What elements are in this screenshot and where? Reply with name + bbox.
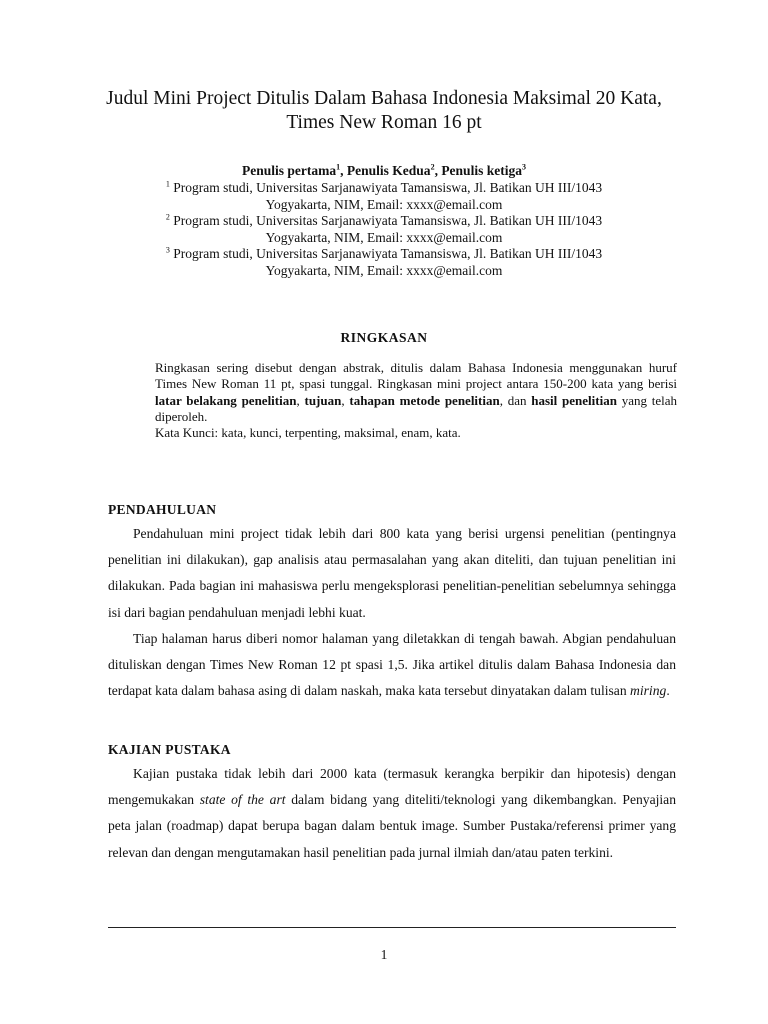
abstract-text-3: , bbox=[341, 392, 350, 408]
title-line-1: Judul Mini Project Ditulis Dalam Bahasa Indonesia Maksimal 20 Kata, bbox=[106, 88, 662, 109]
kajian-paragraph-1 bbox=[108, 761, 676, 866]
author-3: Penulis ketiga bbox=[441, 163, 522, 178]
abstract-text-4: , dan bbox=[499, 392, 532, 408]
abstract-text-1: Ringkasan sering disebut dengan abstrak, ditulis dalam Bahasa Indonesia menggunakan huruf Times New Roman 11 pt, spasi tunggal. Ringkasan mini project antara 150-200 kata yang berisi bbox=[155, 360, 677, 392]
abstract-heading: RINGKASAN bbox=[340, 330, 428, 345]
author-list bbox=[90, 162, 678, 180]
abstract-bold-4: hasil penelitian bbox=[531, 392, 617, 408]
affiliation-list bbox=[90, 180, 678, 279]
affiliation-2-line-2: Yogyakarta, NIM, Email: xxxx@email.com bbox=[265, 229, 503, 245]
affiliation-2 bbox=[90, 213, 678, 230]
kajian-p1-italic: state of the art bbox=[199, 792, 286, 808]
abstract-text-5: yang telah diperoleh. bbox=[155, 392, 677, 424]
section-heading-kajian-pustaka: KAJIAN PUSTAKA bbox=[108, 742, 231, 757]
pendahuluan-p2-text: Tiap halaman harus diberi nomor halaman yang diletakkan di tengah bawah. Abgian pendahuluan dituliskan dengan Times New Roman 12 pt spasi 1,5. Jika artikel ditulis dalam Bahasa Indonesia dan terdapat kata dalam bahasa asing di dalam naskah, maka kata tersebut dinyatakan dalam tulisan bbox=[108, 630, 676, 699]
affiliation-1 bbox=[90, 180, 678, 197]
kajian-p1-text: Kajian pustaka tidak lebih dari 2000 kata (termasuk kerangka berpikir dan hipotesis) dengan mengemukakan bbox=[108, 766, 676, 808]
abstract-text-2: , bbox=[296, 392, 305, 408]
affiliation-2-sup: 2 bbox=[165, 212, 170, 222]
title-line-2: Times New Roman 16 pt bbox=[286, 112, 482, 133]
affiliation-1-line-2: Yogyakarta, NIM, Email: xxxx@email.com bbox=[265, 196, 503, 212]
pendahuluan-p2-end: . bbox=[666, 683, 670, 699]
abstract-paragraph bbox=[155, 360, 677, 425]
affiliation-2-line-1: Program studi, Universitas Sarjanawiyata Tamansiswa, Jl. Batikan UH III/1043 bbox=[169, 213, 603, 228]
affiliation-1-line-1: Program studi, Universitas Sarjanawiyata Tamansiswa, Jl. Batikan UH III/1043 bbox=[169, 180, 603, 195]
abstract-body bbox=[155, 360, 677, 441]
affiliation-3 bbox=[90, 246, 678, 263]
author-2-sup: 2 bbox=[430, 162, 435, 172]
kajian-p1-end: dalam bidang yang diteliti/teknologi yang dikembangkan. Penyajian peta jalan (roadmap) dapat berupa bagan dalam bentuk image. Sumber Pustaka/referensi primer yang relevan dan dengan mengutamakan hasil penelitian pada jurnal ilmiah dan/atau paten terkini. bbox=[108, 792, 676, 860]
pendahuluan-paragraph-2 bbox=[108, 626, 676, 705]
paper-title bbox=[90, 87, 678, 135]
affiliation-1-sup: 1 bbox=[165, 179, 170, 189]
affiliation-3-line-1: Program studi, Universitas Sarjanawiyata Tamansiswa, Jl. Batikan UH III/1043 bbox=[169, 246, 603, 261]
page-number: 1 bbox=[380, 947, 388, 962]
pendahuluan-paragraph-1: Pendahuluan mini project tidak lebih dari 800 kata yang berisi urgensi penelitian (pentingnya penelitian ini dilakukan), gap analisis atau permasalahan yang akan diteliti, dan tujuan penelitian ini dilakukan. Pada bagian ini mahasiswa perlu mengeksplorasi penelitian-penelitian sebelumnya sehingga isi dari bagian pendahuluan menjadi lebhi kuat. bbox=[108, 526, 676, 620]
keywords: Kata Kunci: kata, kunci, terpenting, maksimal, enam, kata. bbox=[155, 425, 461, 441]
section-heading-pendahuluan: PENDAHULUAN bbox=[108, 502, 217, 517]
author-sep-1: , bbox=[340, 163, 347, 178]
affiliation-3-line-2: Yogyakarta, NIM, Email: xxxx@email.com bbox=[265, 262, 503, 278]
pendahuluan-p2-italic: miring bbox=[630, 683, 667, 699]
author-3-sup: 3 bbox=[521, 162, 526, 172]
author-1: Penulis pertama bbox=[242, 163, 337, 178]
author-1-sup: 1 bbox=[336, 162, 341, 172]
abstract-bold-3: tahapan metode penelitian bbox=[349, 392, 500, 408]
section-body-kajian-pustaka bbox=[108, 761, 676, 866]
abstract-bold-2: tujuan bbox=[304, 392, 342, 408]
author-2: Penulis Kedua bbox=[346, 163, 431, 178]
section-body-pendahuluan bbox=[108, 521, 676, 704]
affiliation-3-sup: 3 bbox=[165, 245, 170, 255]
abstract-bold-1: latar belakang penelitian bbox=[155, 392, 297, 408]
footer-rule bbox=[108, 927, 676, 928]
author-sep-2: , bbox=[434, 163, 442, 178]
